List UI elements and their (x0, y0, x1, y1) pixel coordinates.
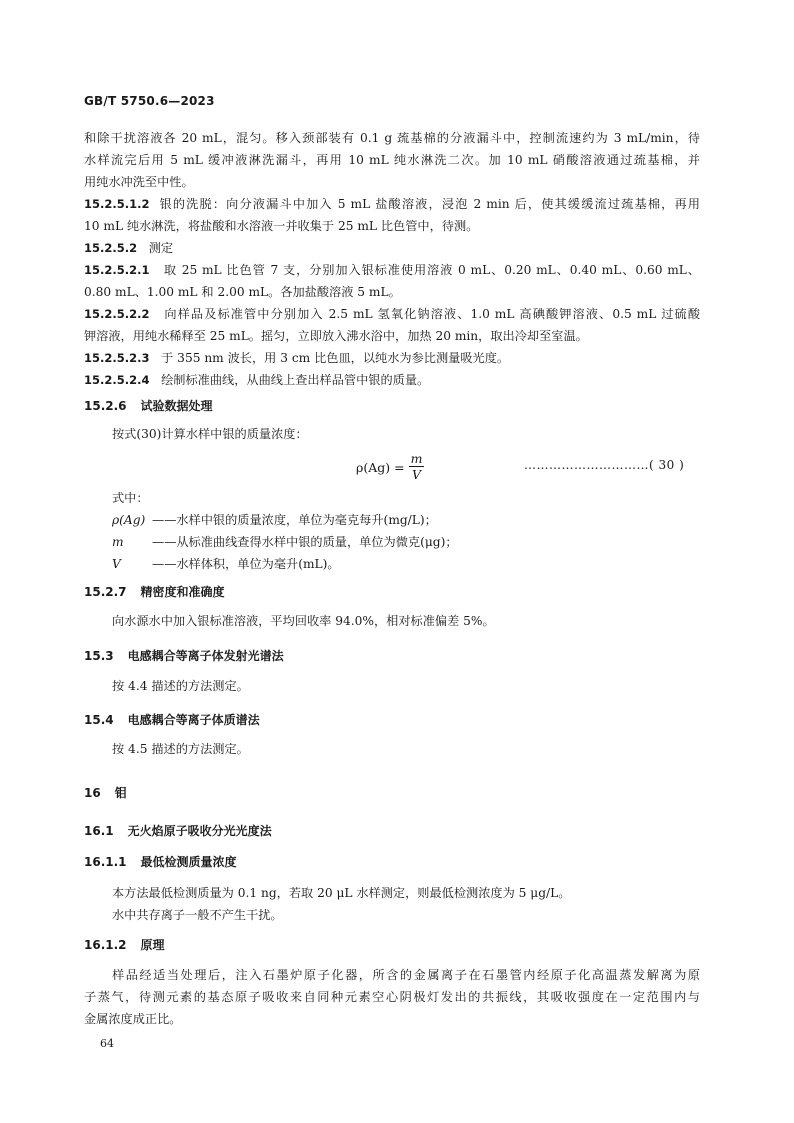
clause-text: 于 355 nm 波长，用 3 cm 比色皿，以纯水为参比测量吸光度。 (161, 351, 510, 365)
paragraph: 按式(30)计算水样中银的质量浓度： (112, 427, 308, 441)
clause-text: 取 25 mL 比色管 7 支，分别加入银标准使用溶液 0 mL、0.20 mL、0.40 mL、0.60 mL、 (163, 263, 700, 277)
heading-title: 精密度和准确度 (140, 585, 225, 599)
heading-number: 15.2.7 (84, 585, 127, 599)
heading-title: 电感耦合等离子体发射光谱法 (127, 649, 284, 663)
definition-symbol: m (112, 535, 124, 549)
paragraph: 金属浓度成正比。 (84, 1012, 182, 1026)
clause-number: 15.2.5.2 (84, 241, 138, 255)
heading-15-3 (84, 648, 284, 664)
clause-number: 15.2.5.2.3 (84, 351, 150, 365)
clause-15-2-5-2-2 (84, 306, 700, 322)
formula-lhs: ρ(Ag) = (356, 459, 405, 475)
page-number: 64 (100, 1037, 114, 1050)
heading-number: 16 (84, 786, 101, 800)
paragraph: 水中共存离子一般不产生干扰。 (112, 908, 283, 922)
heading-number: 15.2.6 (84, 399, 127, 413)
clause-number: 15.2.5.1.2 (84, 197, 150, 211)
definition-text: ——水样中银的质量浓度，单位为毫克每升(mg/L)； (152, 513, 437, 527)
heading-title: 电感耦合等离子体质谱法 (127, 713, 260, 727)
clause-text: 测定 (148, 241, 174, 255)
clause-text: 向样品及标准管中分别加入 2.5 mL 氢氧化钠溶液、1.0 mL 高碘酸钾溶液、0.5 mL 过硫酸 (164, 307, 701, 321)
formula-numerator: m (410, 451, 423, 466)
heading-number: 16.1.2 (84, 938, 127, 952)
clause-number: 15.2.5.2.1 (84, 263, 150, 277)
definition-symbol: ρ(Ag) (112, 513, 146, 527)
heading-15-4 (84, 712, 260, 728)
clause-text: 绘制标准曲线，从曲线上查出样品管中银的质量。 (161, 373, 430, 387)
heading-title: 最低检测质量浓度 (140, 855, 237, 869)
definition-row (112, 534, 458, 550)
definition-row (112, 556, 340, 572)
clause-number: 15.2.5.2.4 (84, 373, 150, 387)
heading-16-1 (84, 823, 272, 839)
heading-title: 试验数据处理 (140, 399, 213, 413)
clause-15-2-5-2-4 (84, 372, 429, 388)
standard-header: GB/T 5750.6—2023 (84, 94, 215, 108)
clause-15-2-5-1-2 (84, 196, 700, 212)
clause-15-2-5-2 (84, 240, 173, 256)
formula-30 (356, 452, 424, 482)
text-line: 钾溶液，用纯水稀释至 25 mL。摇匀，立即放入沸水浴中，加热 20 min，取出冷却至室温。 (84, 329, 588, 343)
text-line: 和除干扰溶液各 20 mL，混匀。移入颈部装有 0.1 g 巯基棉的分液漏斗中，控制流速约为 3 mL/min，待 (84, 131, 700, 145)
heading-15-2-6 (84, 398, 213, 414)
definition-row (112, 512, 437, 528)
heading-15-2-7 (84, 584, 225, 600)
definition-text: ——水样体积，单位为毫升(mL)。 (152, 557, 340, 571)
paragraph: 本方法最低检测质量为 0.1 ng，若取 20 μL 水样测定，则最低检测浓度为 5 μg/L。 (112, 886, 571, 900)
heading-number: 15.4 (84, 713, 114, 727)
heading-title: 无火焰原子吸收分光光度法 (127, 824, 272, 838)
text-line: 10 mL 纯水淋洗，将盐酸和水溶液一并收集于 25 mL 比色管中，待测。 (84, 219, 479, 233)
heading-number: 16.1.1 (84, 855, 127, 869)
clause-15-2-5-2-1 (84, 262, 700, 278)
text-line: 0.80 mL、1.00 mL 和 2.00 mL。各加盐酸溶液 5 mL。 (84, 285, 401, 299)
definition-text: ——从标准曲线查得水样中银的质量，单位为微克(μg)； (152, 535, 458, 549)
paragraph: 向水源水中加入银标准溶液，平均回收率 94.0%，相对标准偏差 5%。 (112, 614, 495, 628)
text-line: 用纯水冲洗至中性。 (84, 175, 194, 189)
equation-number: …………………………( 30 ) (524, 458, 685, 472)
definition-symbol: V (112, 557, 121, 571)
paragraph: 按 4.4 描述的方法测定。 (112, 679, 249, 693)
paragraph: 样品经适当处理后，注入石墨炉原子化器，所含的金属离子在石墨管内经原子化高温蒸发解离为原 (112, 968, 700, 982)
paragraph: 子蒸气，待测元素的基态原子吸收来自同种元素空心阴极灯发出的共振线，其吸收强度在一定范围内与 (84, 990, 700, 1004)
paragraph: 按 4.5 描述的方法测定。 (112, 742, 249, 756)
formula-denominator: V (411, 467, 422, 482)
heading-title: 原理 (140, 938, 165, 952)
heading-title: 钼 (114, 786, 127, 800)
heading-16-1-1 (84, 854, 237, 870)
heading-16-1-2 (84, 937, 165, 953)
clause-number: 15.2.5.2.2 (84, 307, 150, 321)
text-line: 水样流完后用 5 mL 缓冲液淋洗漏斗，再用 10 mL 纯水淋洗二次。加 10 mL 硝酸溶液通过巯基棉，并 (84, 153, 700, 167)
heading-number: 15.3 (84, 649, 114, 663)
formula-fraction (409, 452, 425, 482)
where-label: 式中： (112, 491, 149, 505)
clause-15-2-5-2-3 (84, 350, 509, 366)
heading-16 (84, 785, 127, 801)
heading-number: 16.1 (84, 824, 114, 838)
clause-text: 银的洗脱：向分液漏斗中加入 5 mL 盐酸溶液，浸泡 2 min 后，使其缓缓流过巯基棉，再用 (159, 197, 700, 211)
